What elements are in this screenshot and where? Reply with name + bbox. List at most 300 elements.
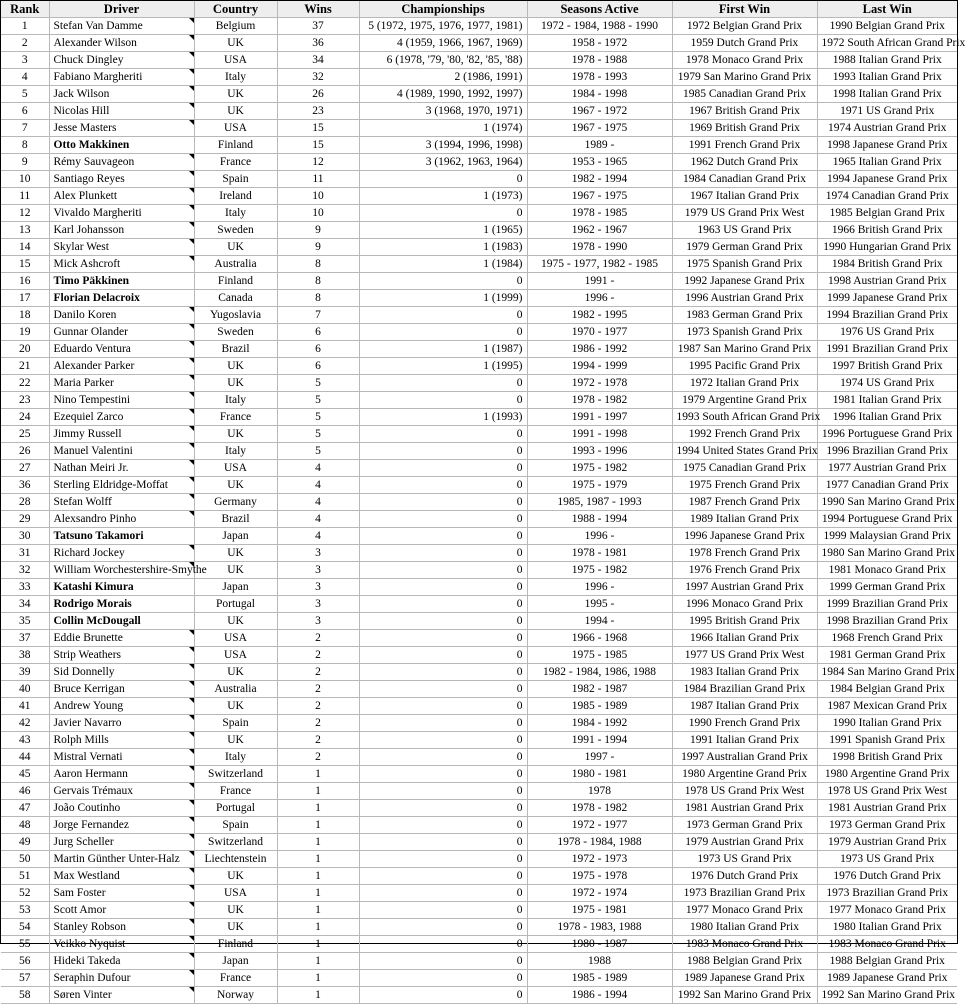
- table-row[interactable]: [1, 154, 957, 171]
- cell-championships[interactable]: 0: [359, 834, 527, 851]
- table-row[interactable]: [1, 919, 957, 936]
- table-row[interactable]: [1, 290, 957, 307]
- cell-seasons-active[interactable]: 1991 - 1994: [527, 732, 672, 749]
- cell-first-win[interactable]: 1987 French Grand Prix: [672, 494, 817, 511]
- cell-seasons-active[interactable]: 1985, 1987 - 1993: [527, 494, 672, 511]
- cell-seasons-active[interactable]: 1958 - 1972: [527, 35, 672, 52]
- cell-wins[interactable]: 1: [277, 885, 359, 902]
- cell-wins[interactable]: 8: [277, 273, 359, 290]
- cell-championships[interactable]: 4 (1989, 1990, 1992, 1997): [359, 86, 527, 103]
- cell-driver[interactable]: Max Westland: [49, 868, 194, 885]
- column-header-wins[interactable]: Wins: [277, 1, 359, 18]
- cell-driver[interactable]: Strip Weathers: [49, 647, 194, 664]
- cell-first-win[interactable]: 1979 German Grand Prix: [672, 239, 817, 256]
- cell-championships[interactable]: 1 (1965): [359, 222, 527, 239]
- cell-driver[interactable]: Javier Navarro: [49, 715, 194, 732]
- cell-wins[interactable]: 4: [277, 460, 359, 477]
- cell-first-win[interactable]: 1962 Dutch Grand Prix: [672, 154, 817, 171]
- table-row[interactable]: [1, 749, 957, 766]
- cell-seasons-active[interactable]: 1985 - 1989: [527, 698, 672, 715]
- cell-wins[interactable]: 3: [277, 613, 359, 630]
- cell-wins[interactable]: 1: [277, 766, 359, 783]
- cell-rank[interactable]: 24: [1, 409, 49, 426]
- cell-first-win[interactable]: 1995 British Grand Prix: [672, 613, 817, 630]
- cell-seasons-active[interactable]: 1966 - 1968: [527, 630, 672, 647]
- cell-country[interactable]: Japan: [194, 579, 277, 596]
- cell-last-win[interactable]: 1974 Canadian Grand Prix: [817, 188, 957, 205]
- cell-wins[interactable]: 26: [277, 86, 359, 103]
- cell-driver[interactable]: Andrew Young: [49, 698, 194, 715]
- cell-wins[interactable]: 4: [277, 511, 359, 528]
- cell-championships[interactable]: 0: [359, 426, 527, 443]
- cell-country[interactable]: Brazil: [194, 341, 277, 358]
- cell-seasons-active[interactable]: 1982 - 1995: [527, 307, 672, 324]
- cell-country[interactable]: France: [194, 970, 277, 987]
- cell-driver[interactable]: Alexander Wilson: [49, 35, 194, 52]
- table-row[interactable]: [1, 868, 957, 885]
- cell-seasons-active[interactable]: 1972 - 1984, 1988 - 1990: [527, 18, 672, 35]
- cell-driver[interactable]: Stefan Wolff: [49, 494, 194, 511]
- cell-rank[interactable]: 53: [1, 902, 49, 919]
- cell-driver[interactable]: Alexsandro Pinho: [49, 511, 194, 528]
- cell-driver[interactable]: Sam Foster: [49, 885, 194, 902]
- cell-first-win[interactable]: 1975 Canadian Grand Prix: [672, 460, 817, 477]
- cell-championships[interactable]: 0: [359, 919, 527, 936]
- cell-wins[interactable]: 1: [277, 953, 359, 970]
- cell-seasons-active[interactable]: 1962 - 1967: [527, 222, 672, 239]
- cell-rank[interactable]: 43: [1, 732, 49, 749]
- table-row[interactable]: [1, 528, 957, 545]
- cell-country[interactable]: Italy: [194, 205, 277, 222]
- cell-last-win[interactable]: 1998 Japanese Grand Prix: [817, 137, 957, 154]
- cell-last-win[interactable]: 1980 Italian Grand Prix: [817, 919, 957, 936]
- cell-championships[interactable]: 0: [359, 324, 527, 341]
- cell-last-win[interactable]: 1998 Austrian Grand Prix: [817, 273, 957, 290]
- cell-last-win[interactable]: 1996 Portuguese Grand Prix: [817, 426, 957, 443]
- cell-wins[interactable]: 1: [277, 783, 359, 800]
- cell-driver[interactable]: Sid Donnelly: [49, 664, 194, 681]
- cell-seasons-active[interactable]: 1994 - 1999: [527, 358, 672, 375]
- cell-country[interactable]: Italy: [194, 443, 277, 460]
- cell-championships[interactable]: 1 (1999): [359, 290, 527, 307]
- cell-country[interactable]: Norway: [194, 987, 277, 1004]
- cell-last-win[interactable]: 1998 Brazilian Grand Prix: [817, 613, 957, 630]
- cell-driver[interactable]: Danilo Koren: [49, 307, 194, 324]
- cell-rank[interactable]: 21: [1, 358, 49, 375]
- cell-seasons-active[interactable]: 1970 - 1977: [527, 324, 672, 341]
- cell-last-win[interactable]: 1966 British Grand Prix: [817, 222, 957, 239]
- cell-last-win[interactable]: 1996 Brazilian Grand Prix: [817, 443, 957, 460]
- cell-championships[interactable]: 0: [359, 596, 527, 613]
- cell-seasons-active[interactable]: 1975 - 1977, 1982 - 1985: [527, 256, 672, 273]
- cell-seasons-active[interactable]: 1978 - 1981: [527, 545, 672, 562]
- cell-championships[interactable]: 0: [359, 766, 527, 783]
- cell-country[interactable]: UK: [194, 239, 277, 256]
- cell-country[interactable]: Portugal: [194, 596, 277, 613]
- cell-championships[interactable]: 0: [359, 936, 527, 953]
- cell-wins[interactable]: 2: [277, 630, 359, 647]
- cell-last-win[interactable]: 1979 Austrian Grand Prix: [817, 834, 957, 851]
- cell-seasons-active[interactable]: 1978 - 1985: [527, 205, 672, 222]
- cell-driver[interactable]: Nicolas Hill: [49, 103, 194, 120]
- cell-rank[interactable]: 26: [1, 443, 49, 460]
- cell-country[interactable]: Spain: [194, 817, 277, 834]
- cell-seasons-active[interactable]: 1982 - 1987: [527, 681, 672, 698]
- cell-driver[interactable]: Veikko Nyquist: [49, 936, 194, 953]
- cell-rank[interactable]: 6: [1, 103, 49, 120]
- cell-driver[interactable]: Mistral Vernati: [49, 749, 194, 766]
- cell-seasons-active[interactable]: 1967 - 1975: [527, 120, 672, 137]
- cell-driver[interactable]: Aaron Hermann: [49, 766, 194, 783]
- column-header-first-win[interactable]: First Win: [672, 1, 817, 18]
- table-row[interactable]: [1, 52, 957, 69]
- cell-seasons-active[interactable]: 1967 - 1972: [527, 103, 672, 120]
- cell-last-win[interactable]: 1978 US Grand Prix West: [817, 783, 957, 800]
- cell-last-win[interactable]: 1992 San Marino Grand Prix: [817, 987, 957, 1004]
- table-row[interactable]: [1, 222, 957, 239]
- cell-first-win[interactable]: 1979 US Grand Prix West: [672, 205, 817, 222]
- cell-wins[interactable]: 23: [277, 103, 359, 120]
- cell-driver[interactable]: Nathan Meiri Jr.: [49, 460, 194, 477]
- cell-last-win[interactable]: 1981 Italian Grand Prix: [817, 392, 957, 409]
- cell-wins[interactable]: 6: [277, 358, 359, 375]
- cell-championships[interactable]: 2 (1986, 1991): [359, 69, 527, 86]
- cell-first-win[interactable]: 1983 Italian Grand Prix: [672, 664, 817, 681]
- cell-driver[interactable]: Rodrigo Morais: [49, 596, 194, 613]
- cell-rank[interactable]: 50: [1, 851, 49, 868]
- cell-championships[interactable]: 0: [359, 375, 527, 392]
- cell-wins[interactable]: 2: [277, 647, 359, 664]
- cell-wins[interactable]: 8: [277, 290, 359, 307]
- cell-rank[interactable]: 3: [1, 52, 49, 69]
- cell-first-win[interactable]: 1969 British Grand Prix: [672, 120, 817, 137]
- cell-championships[interactable]: 0: [359, 783, 527, 800]
- table-row[interactable]: [1, 205, 957, 222]
- cell-rank[interactable]: 7: [1, 120, 49, 137]
- cell-driver[interactable]: Alexander Parker: [49, 358, 194, 375]
- cell-championships[interactable]: 0: [359, 205, 527, 222]
- cell-last-win[interactable]: 1987 Mexican Grand Prix: [817, 698, 957, 715]
- cell-first-win[interactable]: 1987 San Marino Grand Prix: [672, 341, 817, 358]
- cell-seasons-active[interactable]: 1978 - 1984, 1988: [527, 834, 672, 851]
- cell-rank[interactable]: 29: [1, 511, 49, 528]
- cell-driver[interactable]: Maria Parker: [49, 375, 194, 392]
- cell-last-win[interactable]: 1994 Japanese Grand Prix: [817, 171, 957, 188]
- cell-seasons-active[interactable]: 1978: [527, 783, 672, 800]
- cell-seasons-active[interactable]: 1978 - 1993: [527, 69, 672, 86]
- cell-country[interactable]: UK: [194, 562, 277, 579]
- cell-seasons-active[interactable]: 1986 - 1994: [527, 987, 672, 1004]
- table-row[interactable]: [1, 902, 957, 919]
- cell-first-win[interactable]: 1967 Italian Grand Prix: [672, 188, 817, 205]
- cell-rank[interactable]: 46: [1, 783, 49, 800]
- cell-country[interactable]: UK: [194, 358, 277, 375]
- cell-rank[interactable]: 31: [1, 545, 49, 562]
- table-row[interactable]: [1, 715, 957, 732]
- cell-wins[interactable]: 1: [277, 800, 359, 817]
- cell-seasons-active[interactable]: 1997 -: [527, 749, 672, 766]
- cell-first-win[interactable]: 1993 South African Grand Prix: [672, 409, 817, 426]
- cell-first-win[interactable]: 1977 Monaco Grand Prix: [672, 902, 817, 919]
- cell-wins[interactable]: 9: [277, 239, 359, 256]
- cell-first-win[interactable]: 1983 German Grand Prix: [672, 307, 817, 324]
- cell-first-win[interactable]: 1972 Belgian Grand Prix: [672, 18, 817, 35]
- cell-first-win[interactable]: 1997 Australian Grand Prix: [672, 749, 817, 766]
- cell-rank[interactable]: 40: [1, 681, 49, 698]
- cell-rank[interactable]: 32: [1, 562, 49, 579]
- cell-championships[interactable]: 3 (1994, 1996, 1998): [359, 137, 527, 154]
- cell-last-win[interactable]: 1988 Belgian Grand Prix: [817, 953, 957, 970]
- cell-rank[interactable]: 52: [1, 885, 49, 902]
- cell-driver[interactable]: Skylar West: [49, 239, 194, 256]
- cell-country[interactable]: UK: [194, 103, 277, 120]
- cell-country[interactable]: USA: [194, 647, 277, 664]
- cell-rank[interactable]: 58: [1, 987, 49, 1004]
- cell-championships[interactable]: 0: [359, 477, 527, 494]
- cell-last-win[interactable]: 1997 British Grand Prix: [817, 358, 957, 375]
- cell-first-win[interactable]: 1983 Monaco Grand Prix: [672, 936, 817, 953]
- cell-driver[interactable]: Jesse Masters: [49, 120, 194, 137]
- table-row[interactable]: [1, 800, 957, 817]
- cell-wins[interactable]: 4: [277, 477, 359, 494]
- cell-last-win[interactable]: 1973 US Grand Prix: [817, 851, 957, 868]
- cell-championships[interactable]: 0: [359, 613, 527, 630]
- cell-country[interactable]: France: [194, 154, 277, 171]
- cell-driver[interactable]: Eduardo Ventura: [49, 341, 194, 358]
- cell-seasons-active[interactable]: 1991 - 1998: [527, 426, 672, 443]
- cell-last-win[interactable]: 1971 US Grand Prix: [817, 103, 957, 120]
- cell-country[interactable]: UK: [194, 902, 277, 919]
- cell-rank[interactable]: 36: [1, 477, 49, 494]
- cell-wins[interactable]: 8: [277, 256, 359, 273]
- cell-driver[interactable]: Santiago Reyes: [49, 171, 194, 188]
- cell-championships[interactable]: 0: [359, 562, 527, 579]
- cell-seasons-active[interactable]: 1972 - 1974: [527, 885, 672, 902]
- cell-seasons-active[interactable]: 1978 - 1983, 1988: [527, 919, 672, 936]
- cell-wins[interactable]: 10: [277, 205, 359, 222]
- cell-last-win[interactable]: 1965 Italian Grand Prix: [817, 154, 957, 171]
- cell-wins[interactable]: 9: [277, 222, 359, 239]
- cell-rank[interactable]: 25: [1, 426, 49, 443]
- cell-last-win[interactable]: 1990 Hungarian Grand Prix: [817, 239, 957, 256]
- cell-first-win[interactable]: 1992 French Grand Prix: [672, 426, 817, 443]
- cell-championships[interactable]: 1 (1974): [359, 120, 527, 137]
- cell-last-win[interactable]: 1977 Austrian Grand Prix: [817, 460, 957, 477]
- cell-seasons-active[interactable]: 1975 - 1982: [527, 562, 672, 579]
- cell-championships[interactable]: 3 (1962, 1963, 1964): [359, 154, 527, 171]
- cell-country[interactable]: Japan: [194, 953, 277, 970]
- table-row[interactable]: [1, 409, 957, 426]
- cell-seasons-active[interactable]: 1978 - 1982: [527, 800, 672, 817]
- table-row[interactable]: [1, 596, 957, 613]
- cell-first-win[interactable]: 1996 Japanese Grand Prix: [672, 528, 817, 545]
- table-row[interactable]: [1, 851, 957, 868]
- cell-last-win[interactable]: 1999 Brazilian Grand Prix: [817, 596, 957, 613]
- cell-seasons-active[interactable]: 1989 -: [527, 137, 672, 154]
- cell-championships[interactable]: 0: [359, 732, 527, 749]
- cell-seasons-active[interactable]: 1972 - 1977: [527, 817, 672, 834]
- cell-seasons-active[interactable]: 1982 - 1994: [527, 171, 672, 188]
- cell-last-win[interactable]: 1981 Monaco Grand Prix: [817, 562, 957, 579]
- cell-first-win[interactable]: 1977 US Grand Prix West: [672, 647, 817, 664]
- cell-last-win[interactable]: 1973 Brazilian Grand Prix: [817, 885, 957, 902]
- cell-last-win[interactable]: 1984 Belgian Grand Prix: [817, 681, 957, 698]
- cell-last-win[interactable]: 1977 Canadian Grand Prix: [817, 477, 957, 494]
- cell-country[interactable]: Sweden: [194, 222, 277, 239]
- table-row[interactable]: [1, 69, 957, 86]
- cell-wins[interactable]: 15: [277, 137, 359, 154]
- cell-country[interactable]: USA: [194, 630, 277, 647]
- cell-driver[interactable]: Nino Tempestini: [49, 392, 194, 409]
- table-row[interactable]: [1, 885, 957, 902]
- cell-championships[interactable]: 0: [359, 749, 527, 766]
- cell-championships[interactable]: 0: [359, 681, 527, 698]
- cell-country[interactable]: Italy: [194, 69, 277, 86]
- cell-country[interactable]: Yugoslavia: [194, 307, 277, 324]
- cell-country[interactable]: Switzerland: [194, 834, 277, 851]
- cell-championships[interactable]: 1 (1984): [359, 256, 527, 273]
- table-row[interactable]: [1, 273, 957, 290]
- cell-rank[interactable]: 13: [1, 222, 49, 239]
- cell-driver[interactable]: Katashi Kimura: [49, 579, 194, 596]
- cell-championships[interactable]: 0: [359, 528, 527, 545]
- cell-seasons-active[interactable]: 1972 - 1978: [527, 375, 672, 392]
- table-row[interactable]: [1, 494, 957, 511]
- cell-first-win[interactable]: 1990 French Grand Prix: [672, 715, 817, 732]
- cell-wins[interactable]: 2: [277, 664, 359, 681]
- cell-country[interactable]: Brazil: [194, 511, 277, 528]
- cell-first-win[interactable]: 1966 Italian Grand Prix: [672, 630, 817, 647]
- cell-first-win[interactable]: 1975 French Grand Prix: [672, 477, 817, 494]
- cell-wins[interactable]: 1: [277, 970, 359, 987]
- cell-rank[interactable]: 5: [1, 86, 49, 103]
- cell-rank[interactable]: 55: [1, 936, 49, 953]
- cell-seasons-active[interactable]: 1986 - 1992: [527, 341, 672, 358]
- cell-wins[interactable]: 3: [277, 562, 359, 579]
- cell-driver[interactable]: Gunnar Olander: [49, 324, 194, 341]
- cell-first-win[interactable]: 1989 Italian Grand Prix: [672, 511, 817, 528]
- cell-championships[interactable]: 0: [359, 307, 527, 324]
- cell-driver[interactable]: Jorge Fernandez: [49, 817, 194, 834]
- cell-wins[interactable]: 7: [277, 307, 359, 324]
- cell-seasons-active[interactable]: 1978 - 1982: [527, 392, 672, 409]
- cell-seasons-active[interactable]: 1985 - 1989: [527, 970, 672, 987]
- column-header-driver[interactable]: Driver: [49, 1, 194, 18]
- cell-rank[interactable]: 10: [1, 171, 49, 188]
- cell-first-win[interactable]: 1973 US Grand Prix: [672, 851, 817, 868]
- cell-first-win[interactable]: 1979 Argentine Grand Prix: [672, 392, 817, 409]
- cell-last-win[interactable]: 1976 US Grand Prix: [817, 324, 957, 341]
- cell-last-win[interactable]: 1990 Italian Grand Prix: [817, 715, 957, 732]
- cell-last-win[interactable]: 1994 Brazilian Grand Prix: [817, 307, 957, 324]
- cell-country[interactable]: Sweden: [194, 324, 277, 341]
- cell-driver[interactable]: William Worchestershire-Smythe: [49, 562, 194, 579]
- cell-first-win[interactable]: 1991 Italian Grand Prix: [672, 732, 817, 749]
- cell-last-win[interactable]: 1984 British Grand Prix: [817, 256, 957, 273]
- table-row[interactable]: [1, 460, 957, 477]
- cell-driver[interactable]: Eddie Brunette: [49, 630, 194, 647]
- cell-driver[interactable]: Bruce Kerrigan: [49, 681, 194, 698]
- table-row[interactable]: [1, 324, 957, 341]
- cell-first-win[interactable]: 1975 Spanish Grand Prix: [672, 256, 817, 273]
- cell-driver[interactable]: Fabiano Margheriti: [49, 69, 194, 86]
- cell-championships[interactable]: 6 (1978, '79, '80, '82, '85, '88): [359, 52, 527, 69]
- cell-country[interactable]: Finland: [194, 936, 277, 953]
- cell-driver[interactable]: Ezequiel Zarco: [49, 409, 194, 426]
- column-header-country[interactable]: Country: [194, 1, 277, 18]
- cell-country[interactable]: UK: [194, 477, 277, 494]
- cell-last-win[interactable]: 1976 Dutch Grand Prix: [817, 868, 957, 885]
- cell-first-win[interactable]: 1995 Pacific Grand Prix: [672, 358, 817, 375]
- cell-country[interactable]: UK: [194, 698, 277, 715]
- cell-championships[interactable]: 0: [359, 817, 527, 834]
- cell-first-win[interactable]: 1973 German Grand Prix: [672, 817, 817, 834]
- cell-first-win[interactable]: 1979 Austrian Grand Prix: [672, 834, 817, 851]
- cell-seasons-active[interactable]: 1967 - 1975: [527, 188, 672, 205]
- cell-driver[interactable]: Stanley Robson: [49, 919, 194, 936]
- cell-first-win[interactable]: 1978 US Grand Prix West: [672, 783, 817, 800]
- cell-rank[interactable]: 27: [1, 460, 49, 477]
- cell-driver[interactable]: Sterling Eldridge-Moffat: [49, 477, 194, 494]
- cell-first-win[interactable]: 1976 French Grand Prix: [672, 562, 817, 579]
- cell-first-win[interactable]: 1973 Brazilian Grand Prix: [672, 885, 817, 902]
- table-row[interactable]: [1, 766, 957, 783]
- cell-rank[interactable]: 22: [1, 375, 49, 392]
- cell-first-win[interactable]: 1994 United States Grand Prix: [672, 443, 817, 460]
- cell-championships[interactable]: 0: [359, 273, 527, 290]
- cell-driver[interactable]: João Coutinho: [49, 800, 194, 817]
- table-row[interactable]: [1, 987, 957, 1004]
- cell-last-win[interactable]: 1996 Italian Grand Prix: [817, 409, 957, 426]
- cell-rank[interactable]: 18: [1, 307, 49, 324]
- cell-first-win[interactable]: 1984 Canadian Grand Prix: [672, 171, 817, 188]
- table-row[interactable]: [1, 698, 957, 715]
- cell-seasons-active[interactable]: 1972 - 1973: [527, 851, 672, 868]
- cell-country[interactable]: Spain: [194, 715, 277, 732]
- cell-driver[interactable]: Jurg Scheller: [49, 834, 194, 851]
- cell-seasons-active[interactable]: 1980 - 1987: [527, 936, 672, 953]
- cell-rank[interactable]: 34: [1, 596, 49, 613]
- cell-rank[interactable]: 38: [1, 647, 49, 664]
- cell-first-win[interactable]: 1992 Japanese Grand Prix: [672, 273, 817, 290]
- cell-first-win[interactable]: 1991 French Grand Prix: [672, 137, 817, 154]
- cell-rank[interactable]: 11: [1, 188, 49, 205]
- cell-seasons-active[interactable]: 1996 -: [527, 579, 672, 596]
- cell-rank[interactable]: 37: [1, 630, 49, 647]
- table-row[interactable]: [1, 477, 957, 494]
- cell-first-win[interactable]: 1997 Austrian Grand Prix: [672, 579, 817, 596]
- cell-wins[interactable]: 5: [277, 409, 359, 426]
- cell-championships[interactable]: 0: [359, 443, 527, 460]
- cell-seasons-active[interactable]: 1975 - 1979: [527, 477, 672, 494]
- cell-rank[interactable]: 8: [1, 137, 49, 154]
- cell-last-win[interactable]: 1980 Argentine Grand Prix: [817, 766, 957, 783]
- cell-championships[interactable]: 0: [359, 460, 527, 477]
- cell-wins[interactable]: 1: [277, 868, 359, 885]
- cell-wins[interactable]: 5: [277, 443, 359, 460]
- cell-driver[interactable]: Vivaldo Margheriti: [49, 205, 194, 222]
- table-row[interactable]: [1, 35, 957, 52]
- cell-wins[interactable]: 5: [277, 375, 359, 392]
- table-row[interactable]: [1, 307, 957, 324]
- cell-last-win[interactable]: 1990 Belgian Grand Prix: [817, 18, 957, 35]
- table-row[interactable]: [1, 613, 957, 630]
- table-row[interactable]: [1, 137, 957, 154]
- cell-first-win[interactable]: 1979 San Marino Grand Prix: [672, 69, 817, 86]
- table-row[interactable]: [1, 341, 957, 358]
- cell-last-win[interactable]: 1988 Italian Grand Prix: [817, 52, 957, 69]
- cell-seasons-active[interactable]: 1993 - 1996: [527, 443, 672, 460]
